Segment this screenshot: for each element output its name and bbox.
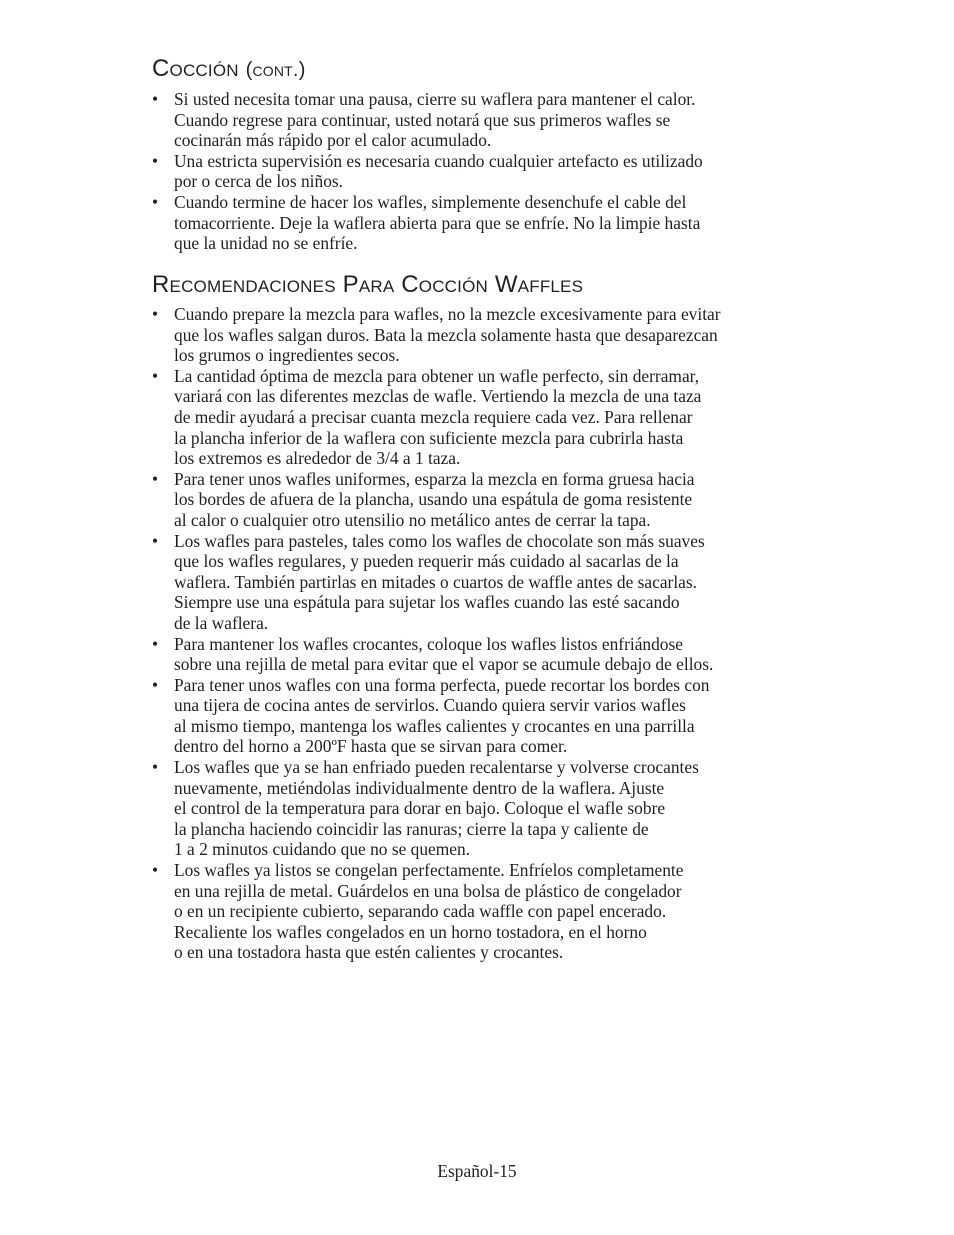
list-item-line: La cantidad óptima de mezcla para obtener un wafle perfecto, sin derramar, <box>174 365 700 386</box>
list-item-line: o en un recipiente cubierto, separando cada waffle con papel encerado. <box>174 901 667 922</box>
list-item-line: o en una tostadora hasta que estén calientes y crocantes. <box>174 942 564 963</box>
list-item-line: los grumos o ingredientes secos. <box>174 345 400 366</box>
list-item-line: Los wafles para pasteles, tales como los wafles de chocolate son más suaves <box>174 530 705 551</box>
list-item-line: waflera. También partirlas en mitades o cuartos de waffle antes de sacarlas. <box>174 571 698 592</box>
list-item-line: sobre una rejilla de metal para evitar que el vapor se acumule debajo de ellos. <box>174 654 714 675</box>
list-item <box>152 469 812 531</box>
list-item-line: nuevamente, metiéndolas individualmente dentro de la waflera. Ajuste <box>174 777 665 798</box>
bullet-list <box>152 304 812 963</box>
list-item-line: Cuando prepare la mezcla para wafles, no la mezcle excesivamente para evitar <box>174 304 721 324</box>
section-heading <box>152 270 812 300</box>
bullet-icon: • <box>152 191 159 212</box>
bullet-icon: • <box>152 89 159 109</box>
bullet-icon: • <box>152 530 159 551</box>
list-item-line: de medir ayudará a precisar cuanta mezcla requiere cada vez. Para rellenar <box>174 406 693 427</box>
bullet-icon: • <box>152 150 159 171</box>
section-title: Recomendaciones Para Cocción Waffles <box>152 271 584 298</box>
list-item-line: Para tener unos wafles con una forma perfecta, puede recortar los bordes con <box>174 674 710 695</box>
bullet-icon: • <box>152 468 159 489</box>
list-item-line: una tijera de cocina antes de servirlos. Cuando quiera servir varios wafles <box>174 695 686 716</box>
list-item-line: 1 a 2 minutos cuidando que no se quemen. <box>174 839 471 860</box>
list-item-line: tomacorriente. Deje la waflera abierta para que se enfríe. No la limpie hasta <box>174 212 701 233</box>
list-item <box>152 192 812 254</box>
bullet-list <box>152 89 812 254</box>
section-title: Cocción <box>152 55 239 82</box>
list-item <box>152 366 812 469</box>
list-item <box>152 304 812 366</box>
list-item-line: por o cerca de los niños. <box>174 171 344 192</box>
section-title-suffix: (cont.) <box>245 59 306 81</box>
list-item-line: el control de la temperatura para dorar en bajo. Coloque el wafle sobre <box>174 798 666 819</box>
list-item-line: variará con las diferentes mezclas de wafle. Vertiendo la mezcla de una taza <box>174 386 702 407</box>
section-coccion <box>152 54 812 254</box>
page-number: Español-15 <box>437 1161 517 1181</box>
list-item-line: que la unidad no se enfríe. <box>174 233 358 254</box>
section-recomendaciones <box>152 270 812 963</box>
list-item-line: Siempre use una espátula para sujetar los wafles cuando las esté sacando <box>174 592 680 613</box>
list-item-line: la plancha haciendo coincidir las ranuras; cierre la tapa y caliente de <box>174 818 649 839</box>
list-item-line: que los wafles salgan duros. Bata la mezcla solamente hasta que desaparezcan <box>174 324 718 345</box>
list-item-line: Cuando termine de hacer los wafles, simplemente desenchufe el cable del <box>174 191 687 212</box>
bullet-icon: • <box>152 365 159 386</box>
list-item <box>152 675 812 757</box>
list-item-line: Para tener unos wafles uniformes, esparza la mezcla en forma gruesa hacia <box>174 468 695 489</box>
list-item-line: Para mantener los wafles crocantes, coloque los wafles listos enfriándose <box>174 633 683 654</box>
list-item-line: Los wafles que ya se han enfriado pueden recalentarse y volverse crocantes <box>174 757 699 778</box>
list-item <box>152 634 812 675</box>
list-item-line: los extremos es alrededor de 3/4 a 1 taza. <box>174 448 461 469</box>
list-item-line: que los wafles regulares, y pueden requerir más cuidado al sacarlas de la <box>174 551 679 572</box>
list-item <box>152 860 812 963</box>
list-item-line: al calor o cualquier otro utensilio no metálico antes de cerrar la tapa. <box>174 509 651 530</box>
bullet-icon: • <box>152 304 159 324</box>
list-item-line: la plancha inferior de la waflera con suficiente mezcla para cubrirla hasta <box>174 427 684 448</box>
list-item-line: en una rejilla de metal. Guárdelos en una bolsa de plástico de congelador <box>174 880 682 901</box>
bullet-icon: • <box>152 633 159 654</box>
section-heading <box>152 54 812 85</box>
list-item-line: Si usted necesita tomar una pausa, cierre su waflera para mantener el calor. <box>174 89 696 109</box>
list-item-line: los bordes de afuera de la plancha, usando una espátula de goma resistente <box>174 489 693 510</box>
list-item <box>152 151 812 192</box>
list-item <box>152 757 812 860</box>
list-item <box>152 89 812 151</box>
bullet-icon: • <box>152 674 159 695</box>
bullet-icon: • <box>152 860 159 881</box>
bullet-icon: • <box>152 757 159 778</box>
list-item-line: Recaliente los wafles congelados en un horno tostadora, en el horno <box>174 921 647 942</box>
list-item <box>152 531 812 634</box>
list-item-line: Cuando regrese para continuar, usted notará que sus primeros wafles se <box>174 109 671 130</box>
list-item-line: Los wafles ya listos se congelan perfectamente. Enfríelos completamente <box>174 860 684 881</box>
list-item-line: al mismo tiempo, mantenga los wafles calientes y crocantes en una parrilla <box>174 715 695 736</box>
list-item-line: dentro del horno a 200ºF hasta que se sirvan para comer. <box>174 736 568 757</box>
list-item-line: Una estricta supervisión es necesaria cuando cualquier artefacto es utilizado <box>174 150 703 171</box>
list-item-line: cocinarán más rápido por el calor acumulado. <box>174 130 492 151</box>
list-item-line: de la waflera. <box>174 612 269 633</box>
